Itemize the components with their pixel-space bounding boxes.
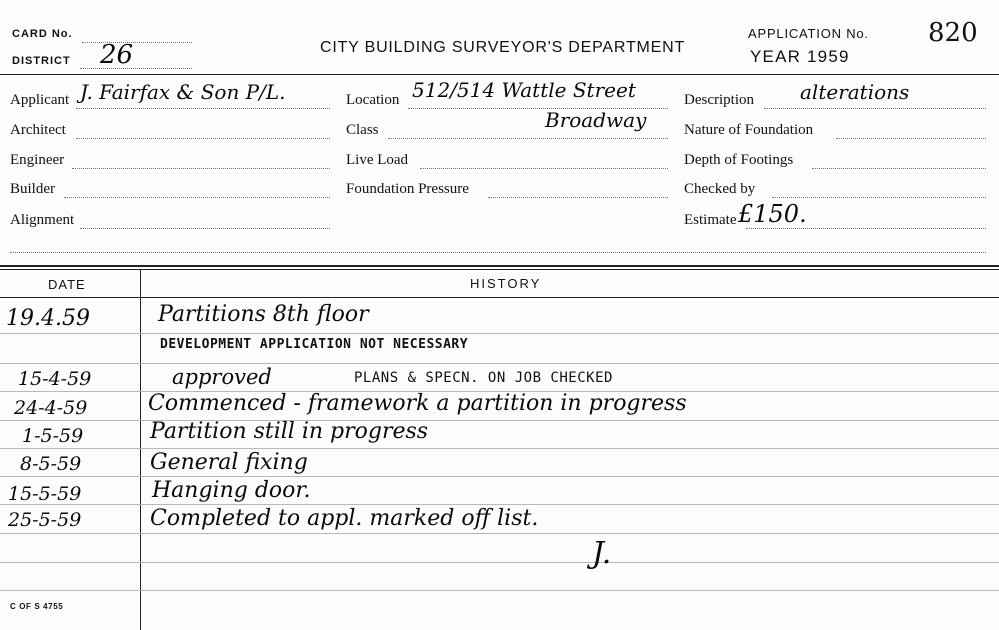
district-value: 26: [100, 40, 134, 70]
live-load-line: [420, 168, 668, 169]
description-line: [764, 108, 986, 109]
history-stamp: PLANS & SPECN. ON JOB CHECKED: [354, 370, 613, 386]
history-text: Commenced - framework a partition in progress: [148, 391, 687, 416]
architect-label: Architect: [10, 122, 66, 138]
estimate-label: Estimate: [684, 212, 737, 228]
date-column-divider: [140, 269, 141, 630]
description-value: alterations: [800, 80, 910, 104]
checked-by-line: [772, 197, 986, 198]
history-date: 24-4-59: [14, 397, 88, 419]
history-row-line: [0, 504, 999, 505]
class-line: [388, 138, 668, 139]
card-no-line: [82, 42, 192, 43]
history-row-line: [0, 533, 999, 534]
fields-bottom-line: [10, 252, 986, 253]
history-stamp: DEVELOPMENT APPLICATION NOT NECESSARY: [160, 337, 469, 352]
foundation-pressure-line: [488, 197, 668, 198]
alignment-line: [80, 228, 330, 229]
location-value-2: Broadway: [545, 108, 647, 132]
applicant-value: J. Fairfax & Son P/L.: [80, 80, 286, 104]
nature-of-foundation-label: Nature of Foundation: [684, 122, 814, 138]
location-label: Location: [346, 92, 400, 108]
history-date: 8-5-59: [20, 453, 82, 475]
history-date: 15-5-59: [8, 483, 82, 505]
card-no-label: CARD No.: [12, 28, 73, 40]
estimate-value: £150.: [738, 200, 807, 228]
history-row-line: [0, 333, 999, 334]
history-text: approved: [172, 365, 272, 389]
history-top-rule-2: [0, 269, 999, 270]
history-row-line: [0, 476, 999, 477]
year-label: YEAR 1959: [750, 47, 850, 66]
location-value: 512/514 Wattle Street: [412, 78, 636, 102]
depth-of-footings-line: [812, 168, 986, 169]
estimate-line: [746, 228, 986, 229]
description-label: Description: [684, 92, 754, 108]
history-date: 15-4-59: [18, 368, 92, 390]
history-row-line: [0, 363, 999, 364]
engineer-line: [72, 168, 330, 169]
engineer-label: Engineer: [10, 152, 65, 168]
history-date: 25-5-59: [8, 509, 82, 531]
builder-label: Builder: [10, 181, 55, 197]
history-text: Completed to appl. marked off list.: [150, 506, 539, 531]
alignment-label: Alignment: [10, 212, 75, 228]
applicant-line: [76, 108, 330, 109]
live-load-label: Live Load: [346, 152, 409, 168]
nature-of-foundation-line: [836, 138, 986, 139]
history-date: 19.4.59: [6, 306, 90, 331]
depth-of-footings-label: Depth of Footings: [684, 152, 794, 168]
district-label: DISTRICT: [12, 55, 71, 67]
district-line: [80, 68, 192, 69]
application-no-label: APPLICATION No.: [748, 26, 869, 41]
history-row-line: [0, 562, 999, 563]
signature-initial: J.: [592, 536, 612, 571]
department-title: CITY BUILDING SURVEYOR'S DEPARTMENT: [320, 39, 686, 56]
form-code: C OF S 4755: [10, 602, 64, 611]
history-row-line: [0, 448, 999, 449]
history-text: Partition still in progress: [150, 419, 429, 444]
application-no-value: 820: [928, 18, 978, 48]
history-text: Partitions 8th floor: [158, 302, 369, 327]
date-header: DATE: [48, 277, 86, 292]
applicant-label: Applicant: [10, 92, 70, 108]
history-row-line: [0, 590, 999, 591]
history-top-rule: [0, 265, 999, 267]
history-header-rule: [0, 297, 999, 298]
history-text: General fixing: [150, 450, 308, 475]
class-label: Class: [346, 122, 379, 138]
architect-line: [76, 138, 330, 139]
header-rule: [0, 74, 999, 75]
foundation-pressure-label: Foundation Pressure: [346, 181, 469, 197]
history-text: Hanging door.: [152, 478, 311, 503]
history-header: HISTORY: [470, 276, 542, 291]
history-date: 1-5-59: [22, 425, 84, 447]
builder-line: [64, 197, 330, 198]
checked-by-label: Checked by: [684, 181, 756, 197]
